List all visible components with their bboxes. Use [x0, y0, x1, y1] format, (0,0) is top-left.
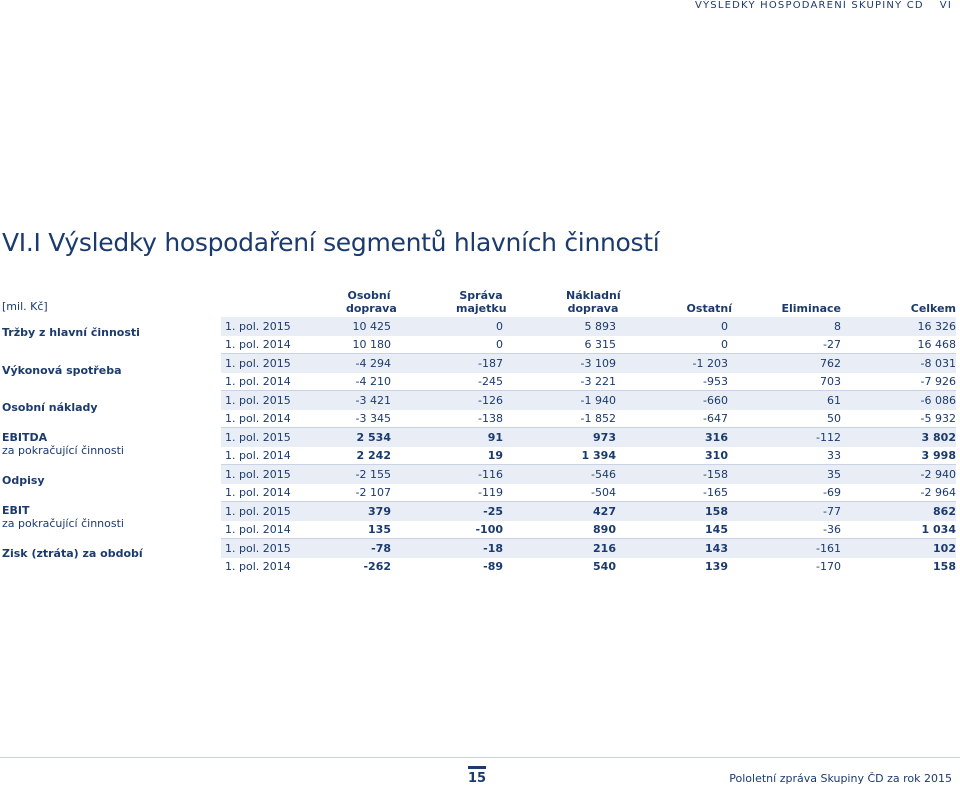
row-label-vykonova-spotreba: Výkonová spotřeba: [2, 364, 122, 377]
table-row: 1. pol. 2014 135 -100 890 145 -36 1 034: [225, 523, 956, 536]
page-title: VI.I Výsledky hospodaření segmentů hlavních činností: [2, 228, 660, 257]
running-title: VÝSLEDKY HOSPODAŘENÍ SKUPINY ČD: [694, 0, 924, 11]
table-row: 1. pol. 2014 -262 -89 540 139 -170 158: [225, 560, 956, 573]
running-header: [695, 0, 952, 11]
table-row: 1. pol. 2015 2 534 91 973 316 -112 3 802: [221, 428, 956, 447]
unit-label: [mil. Kč]: [2, 300, 48, 313]
footer-text: Pololetní zpráva Skupiny ČD za rok 2015: [729, 772, 952, 785]
column-header-sprava-majetku: Správa majetku: [456, 289, 507, 315]
row-label-odpisy: Odpisy: [2, 474, 45, 487]
table-row: 1. pol. 2014 -4 210 -245 -3 221 -953 703 -7 926: [225, 375, 956, 388]
row-label-ebitda: EBITDA za pokračující činnosti: [2, 431, 124, 457]
table-row: 1. pol. 2014 -2 107 -119 -504 -165 -69 -2 964: [225, 486, 956, 499]
table-row: 1. pol. 2014 10 180 0 6 315 0 -27 16 468: [225, 338, 956, 351]
table-row: 1. pol. 2015 -78 -18 216 143 -161 102: [221, 539, 956, 558]
column-header-celkem: Celkem: [910, 302, 956, 315]
row-label-zisk: Zisk (ztráta) za období: [2, 547, 143, 560]
column-header-eliminace: Eliminace: [781, 302, 841, 315]
column-header-osobni-doprava: Osobní doprava: [346, 289, 397, 315]
row-label-trzby: Tržby z hlavní činnosti: [2, 326, 140, 339]
table-row: 1. pol. 2015 -3 421 -126 -1 940 -660 61 -6 086: [221, 391, 956, 410]
table-row: 1. pol. 2014 2 242 19 1 394 310 33 3 998: [225, 449, 956, 462]
column-header-nakladni-doprava: Nákladní doprava: [566, 289, 621, 315]
page-number: 15: [468, 766, 486, 786]
table-row: 1. pol. 2015 379 -25 427 158 -77 862: [221, 502, 956, 521]
column-header-ostatni: Ostatní: [686, 302, 732, 315]
table-row: 1. pol. 2015 -2 155 -116 -546 -158 35 -2 940: [221, 465, 956, 484]
table-row: 1. pol. 2015 -4 294 -187 -3 109 -1 203 762 -8 031: [221, 354, 956, 373]
chapter-number: VI: [939, 0, 952, 11]
row-label-osobni-naklady: Osobní náklady: [2, 401, 98, 414]
table-row: 1. pol. 2014 -3 345 -138 -1 852 -647 50 -5 932: [225, 412, 956, 425]
row-label-ebit: EBIT za pokračující činnosti: [2, 504, 124, 530]
footer-divider: [0, 757, 960, 758]
table-row: 1. pol. 2015 10 425 0 5 893 0 8 16 326: [221, 317, 956, 336]
